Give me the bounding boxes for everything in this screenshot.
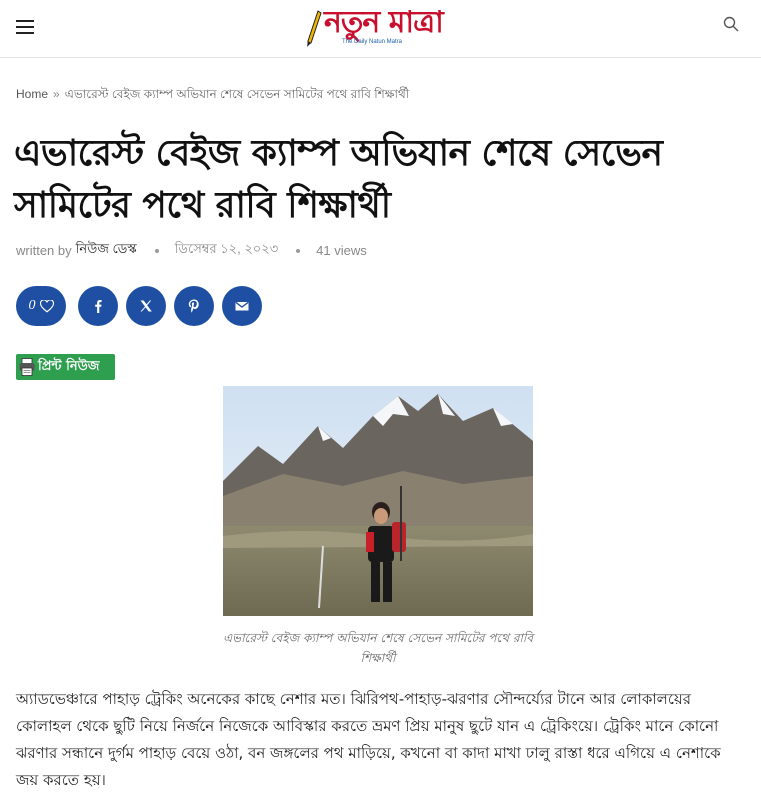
- logo-wordmark: নতুন মাত্রা: [324, 5, 443, 40]
- share-facebook-button[interactable]: [78, 286, 118, 326]
- breadcrumb-current: এভারেস্ট বেইজ ক্যাম্প অভিযান শেষে সেভেন সামিটের পথে রাবি শিক্ষার্থী: [64, 87, 410, 101]
- article-title: এভারেস্ট বেইজ ক্যাম্প অভিযান শেষে সেভেন সামিটের পথে রাবি শিক্ষার্থী: [14, 133, 663, 226]
- meta-separator-dot: [155, 249, 159, 253]
- like-count: 0: [28, 298, 36, 313]
- site-header: [0, 0, 761, 58]
- site-logo[interactable]: [306, 6, 452, 50]
- mountain-trekker-photo: [223, 386, 533, 616]
- pen-icon: [306, 10, 322, 48]
- image-caption: এভারেস্ট বেইজ ক্যাম্প অভিযান শেষে সেভেন সামিটের পথে রাবি শিক্ষার্থী: [223, 631, 534, 665]
- logo-tagline: The Daily Natun Matra: [342, 39, 403, 45]
- article-body-paragraph: অ্যাডভেঞ্চারে পাহাড় ট্রেকিং অনেকের কাছে নেশার মত। ঝিরিপথ-পাহাড়-ঝরণার সৌন্দর্য্যের টানে আর লোকালয়ের কোলাহল থেকে ছুটি নিয়ে নির্জনে নিজেকে আবিস্কার করতে ভ্রমণ প্রিয় মানুষ ছুটে যান এ ট্রেকিংয়ে। ট্রেকিং মানে কোনো ঝরণার সন্ধানে দুর্গম পাহাড় বেয়ে ওঠা, বন জঙ্গলের পথ মাড়িয়ে, কখনো বা কাদা মাখা ঢালু রাস্তা ধরে এগিয়ে এ নেশাকে জয় করতে হয়।: [16, 690, 721, 789]
- share-bar: [16, 286, 270, 326]
- x-twitter-icon: [138, 298, 154, 314]
- article-featured-image[interactable]: [223, 386, 533, 616]
- facebook-icon: [90, 298, 106, 314]
- print-news-label: প্রিন্ট নিউজ: [38, 358, 100, 374]
- email-icon: [234, 298, 250, 314]
- printer-icon: [19, 358, 35, 376]
- publish-date: ডিসেম্বর ১২, ২০২৩: [174, 241, 279, 256]
- breadcrumb: [16, 86, 409, 106]
- hamburger-menu-icon[interactable]: [16, 20, 34, 34]
- like-button[interactable]: [16, 286, 66, 326]
- pinterest-icon: [186, 298, 202, 314]
- share-x-button[interactable]: [126, 286, 166, 326]
- share-email-button[interactable]: [222, 286, 262, 326]
- search-icon[interactable]: [723, 16, 739, 32]
- heart-icon: [40, 300, 54, 313]
- share-pinterest-button[interactable]: [174, 286, 214, 326]
- article-meta: [16, 240, 367, 261]
- breadcrumb-home-link[interactable]: Home: [16, 87, 49, 101]
- author-link[interactable]: নিউজ ডেস্ক: [75, 241, 137, 256]
- meta-separator-dot: [296, 249, 300, 253]
- view-count: 41 views: [316, 243, 367, 258]
- breadcrumb-separator: »: [53, 87, 60, 101]
- print-news-button[interactable]: [16, 354, 115, 380]
- written-by-label: written by: [16, 243, 72, 258]
